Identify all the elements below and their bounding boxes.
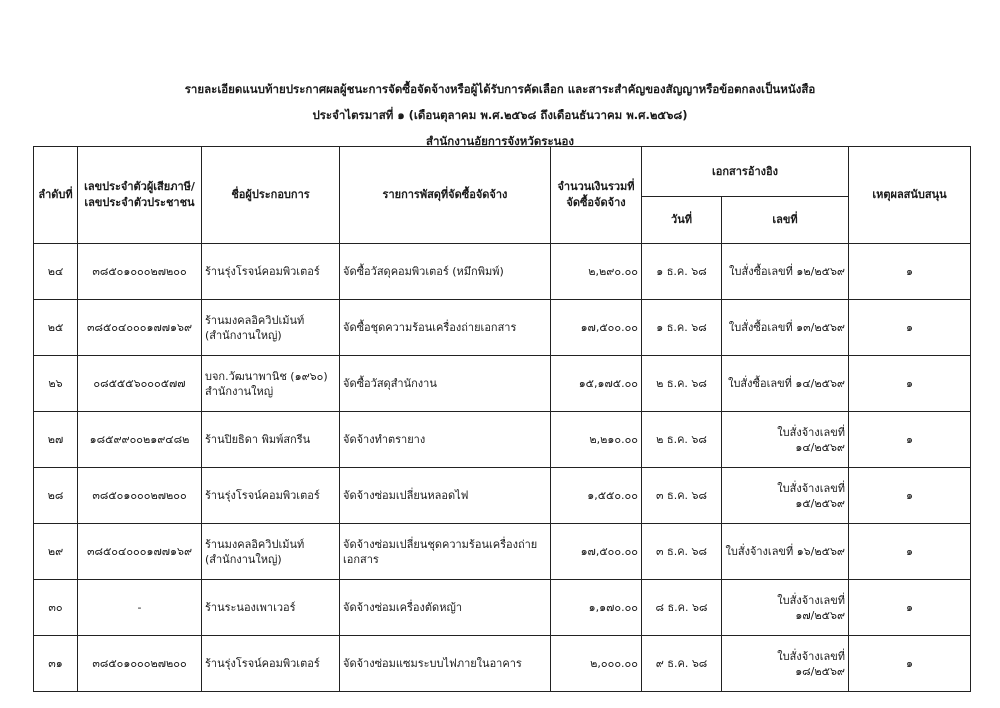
document-header bbox=[0, 76, 1000, 154]
cell-seq: ๒๙ bbox=[34, 524, 78, 580]
cell-ref-number: ใบสั่งซื้อเลขที่ ๑๓/๒๕๖๙ bbox=[722, 300, 849, 356]
cell-vendor: ร้านรุ่งโรจน์คอมพิวเตอร์ bbox=[202, 244, 340, 300]
header-ref-date: วันที่ bbox=[642, 197, 722, 244]
cell-seq: ๒๗ bbox=[34, 412, 78, 468]
header-seq: ลำดับที่ bbox=[34, 147, 78, 244]
cell-reason: ๑ bbox=[849, 300, 971, 356]
cell-reason: ๑ bbox=[849, 468, 971, 524]
cell-item: จัดจ้างซ่อมเปลี่ยนชุดความร้อนเครื่องถ่าย เอกสาร bbox=[340, 524, 551, 580]
cell-reason: ๑ bbox=[849, 636, 971, 692]
cell-date: ๙ ธ.ค. ๖๘ bbox=[642, 636, 722, 692]
header-ref-number: เลขที่ bbox=[722, 197, 849, 244]
cell-seq: ๓๐ bbox=[34, 580, 78, 636]
table-row bbox=[34, 468, 971, 524]
cell-ref-number: ใบสั่งจ้างเลขที่ ๑๔/๒๕๖๙ bbox=[722, 412, 849, 468]
cell-item: จัดซื้อชุดความร้อนเครื่องถ่ายเอกสาร bbox=[340, 300, 551, 356]
cell-date: ๘ ธ.ค. ๖๘ bbox=[642, 580, 722, 636]
cell-seq: ๒๕ bbox=[34, 300, 78, 356]
cell-vendor: ร้านมงคลอิควิปเม้นท์ (สำนักงานใหญ่) bbox=[202, 300, 340, 356]
cell-seq: ๒๘ bbox=[34, 468, 78, 524]
cell-tax-id: ๓๘๕๐๑๐๐๐๒๗๒๐๐ bbox=[78, 636, 202, 692]
cell-seq: ๓๑ bbox=[34, 636, 78, 692]
cell-amount: ๒,๒๙๐.๐๐ bbox=[551, 244, 642, 300]
table-row bbox=[34, 300, 971, 356]
cell-tax-id: ๓๘๕๐๑๐๐๐๒๗๒๐๐ bbox=[78, 244, 202, 300]
table-row bbox=[34, 636, 971, 692]
cell-amount: ๑๗,๕๐๐.๐๐ bbox=[551, 300, 642, 356]
cell-amount: ๑,๕๕๐.๐๐ bbox=[551, 468, 642, 524]
cell-date: ๒ ธ.ค. ๖๘ bbox=[642, 412, 722, 468]
table-row bbox=[34, 580, 971, 636]
header-title-line-3: สำนักงานอัยการจังหวัดระนอง bbox=[425, 134, 575, 148]
cell-vendor: บจก.วัฒนาพานิช (๑๙๖๐) สำนักงานใหญ่ bbox=[202, 356, 340, 412]
cell-vendor: ร้านรุ่งโรจน์คอมพิวเตอร์ bbox=[202, 636, 340, 692]
cell-amount: ๒,๒๑๐.๐๐ bbox=[551, 412, 642, 468]
header-reference-documents: เอกสารอ้างอิง bbox=[642, 147, 849, 197]
table-row bbox=[34, 356, 971, 412]
header-item: รายการพัสดุที่จัดซื้อจัดจ้าง bbox=[340, 147, 551, 244]
cell-date: ๓ ธ.ค. ๖๘ bbox=[642, 468, 722, 524]
cell-ref-number: ใบสั่งจ้างเลขที่ ๑๘/๒๕๖๙ bbox=[722, 636, 849, 692]
table-row bbox=[34, 524, 971, 580]
cell-tax-id: ๓๘๕๐๑๐๐๐๒๗๒๐๐ bbox=[78, 468, 202, 524]
header-title-line-2: ประจำไตรมาสที่ ๑ (เดือนตุลาคม พ.ศ.๒๕๖๘ ถึงเดือนธันวาคม พ.ศ.๒๕๖๘) bbox=[312, 108, 688, 122]
cell-date: ๑ ธ.ค. ๖๘ bbox=[642, 244, 722, 300]
cell-ref-number: ใบสั่งซื้อเลขที่ ๑๔/๒๕๖๙ bbox=[722, 356, 849, 412]
cell-item: จัดจ้างทำตรายาง bbox=[340, 412, 551, 468]
cell-seq: ๒๖ bbox=[34, 356, 78, 412]
header-tax-id: เลขประจำตัวผู้เสียภาษี/ เลขประจำตัวประชาชน bbox=[78, 147, 202, 244]
cell-item: จัดซื้อวัสดุคอมพิวเตอร์ (หมึกพิมพ์) bbox=[340, 244, 551, 300]
table-row bbox=[34, 412, 971, 468]
cell-amount: ๑๗,๕๐๐.๐๐ bbox=[551, 524, 642, 580]
cell-amount: ๑๕,๑๗๕.๐๐ bbox=[551, 356, 642, 412]
cell-reason: ๑ bbox=[849, 244, 971, 300]
cell-item: จัดซื้อวัสดุสำนักงาน bbox=[340, 356, 551, 412]
cell-ref-number: ใบสั่งซื้อเลขที่ ๑๒/๒๕๖๙ bbox=[722, 244, 849, 300]
cell-vendor: ร้านระนองเพาเวอร์ bbox=[202, 580, 340, 636]
cell-reason: ๑ bbox=[849, 524, 971, 580]
cell-tax-id: ๓๘๕๐๔๐๐๐๑๗๗๑๖๙ bbox=[78, 300, 202, 356]
cell-seq: ๒๔ bbox=[34, 244, 78, 300]
cell-date: ๑ ธ.ค. ๖๘ bbox=[642, 300, 722, 356]
table-row bbox=[34, 244, 971, 300]
cell-reason: ๑ bbox=[849, 356, 971, 412]
cell-vendor: ร้านปิยธิดา พิมพ์สกรีน bbox=[202, 412, 340, 468]
cell-date: ๓ ธ.ค. ๖๘ bbox=[642, 524, 722, 580]
cell-ref-number: ใบสั่งจ้างเลขที่ ๑๕/๒๕๖๙ bbox=[722, 468, 849, 524]
cell-ref-number: ใบสั่งจ้างเลขที่ ๑๗/๒๕๖๙ bbox=[722, 580, 849, 636]
header-title-line-1: รายละเอียดแนบท้ายประกาศผลผู้ชนะการจัดซื้อจัดจ้างหรือผู้ได้รับการคัดเลือก และสาระสำคัญของสัญญาหรือข้อตกลงเป็นหนังสือ bbox=[184, 82, 816, 96]
cell-vendor: ร้านมงคลอิควิปเม้นท์ (สำนักงานใหญ่) bbox=[202, 524, 340, 580]
header-vendor: ชื่อผู้ประกอบการ bbox=[202, 147, 340, 244]
cell-tax-id: - bbox=[78, 580, 202, 636]
header-amount: จำนวนเงินรวมที่ จัดซื้อจัดจ้าง bbox=[551, 147, 642, 244]
header-reason: เหตุผลสนับสนุน bbox=[849, 147, 971, 244]
cell-amount: ๑,๑๗๐.๐๐ bbox=[551, 580, 642, 636]
cell-tax-id: ๑๘๕๙๙๐๐๒๑๙๔๘๒ bbox=[78, 412, 202, 468]
cell-reason: ๑ bbox=[849, 580, 971, 636]
cell-item: จัดจ้างซ่อมแซมระบบไฟภายในอาคาร bbox=[340, 636, 551, 692]
cell-ref-number: ใบสั่งจ้างเลขที่ ๑๖/๒๕๖๙ bbox=[722, 524, 849, 580]
cell-vendor: ร้านรุ่งโรจน์คอมพิวเตอร์ bbox=[202, 468, 340, 524]
cell-item: จัดจ้างซ่อมเครื่องตัดหญ้า bbox=[340, 580, 551, 636]
cell-amount: ๒,๐๐๐.๐๐ bbox=[551, 636, 642, 692]
cell-item: จัดจ้างซ่อมเปลี่ยนหลอดไฟ bbox=[340, 468, 551, 524]
table-body bbox=[34, 244, 971, 692]
procurement-table bbox=[33, 146, 971, 692]
cell-reason: ๑ bbox=[849, 412, 971, 468]
cell-date: ๒ ธ.ค. ๖๘ bbox=[642, 356, 722, 412]
cell-tax-id: ๓๘๕๐๔๐๐๐๑๗๗๑๖๙ bbox=[78, 524, 202, 580]
cell-tax-id: ๐๘๕๕๕๖๐๐๐๕๗๗ bbox=[78, 356, 202, 412]
